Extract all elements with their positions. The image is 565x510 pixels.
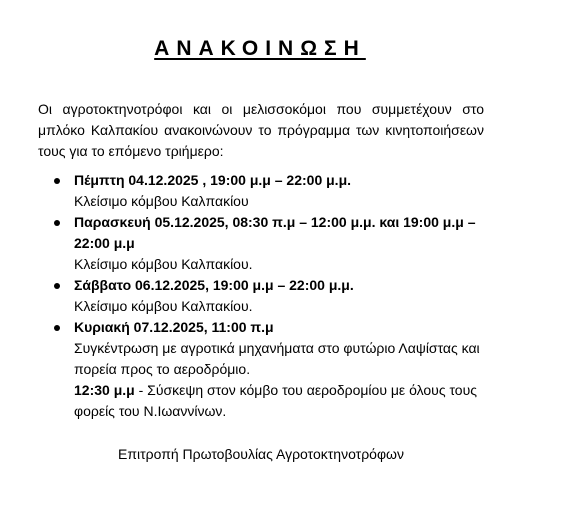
document-title: ΑΝΑΚΟΙΝΩΣΗ: [154, 37, 366, 60]
schedule-item-second-event: [74, 380, 486, 422]
schedule-item-heading: Σάββατο 06.12.2025, 19:00 μ.μ – 22:00 μ.μ.: [74, 277, 354, 293]
bullet-icon: [54, 283, 60, 289]
schedule-item-sunday: [0, 317, 486, 422]
bullet-icon: [54, 178, 60, 184]
schedule-item-second-detail: - Σύσκεψη στον κόμβο του αεροδρομίου με όλους τους φορείς του Ν.Ιωαννίνων.: [74, 382, 477, 419]
schedule-item-detail: Κλείσιμο κόμβου Καλπακίου: [74, 193, 249, 209]
schedule-item-heading: Πέμπτη 04.12.2025 , 19:00 μ.μ – 22:00 μ.μ.: [74, 172, 352, 188]
schedule-item-heading: Παρασκευή 05.12.2025, 08:30 π.μ – 12:00 μ.μ. και 19:00 μ.μ – 22:00 μ.μ: [74, 214, 476, 251]
schedule-item-time: 12:30 μ.μ: [74, 382, 135, 398]
schedule-item-heading: Κυριακή 07.12.2025, 11:00 π.μ: [74, 319, 274, 335]
schedule-list: [0, 170, 565, 422]
schedule-item-thursday: [0, 170, 486, 212]
schedule-item-saturday: [0, 275, 486, 317]
intro-paragraph: Οι αγροτοκτηνοτρόφοι και οι μελισσοκόμοι που συμμετέχουν στο μπλόκο Καλπακίου ανακοινώνουν το πρόγραμμα των κινητοποιήσεων τους για το επόμενο τριήμερο:: [38, 101, 484, 159]
schedule-item-detail: Κλείσιμο κόμβου Καλπακίου.: [74, 298, 253, 314]
schedule-item-detail: Κλείσιμο κόμβου Καλπακίου.: [74, 256, 253, 272]
schedule-item-detail: Συγκέντρωση με αγροτικά μηχανήματα στο φυτώριο Λαψίστας και πορεία προς το αεροδρόμιο.: [74, 340, 480, 377]
signature: Επιτροπή Πρωτοβουλίας Αγροτοκτηνοτρόφων: [118, 446, 404, 462]
bullet-icon: [54, 220, 60, 226]
bullet-icon: [54, 325, 60, 331]
schedule-item-friday: [0, 212, 486, 275]
